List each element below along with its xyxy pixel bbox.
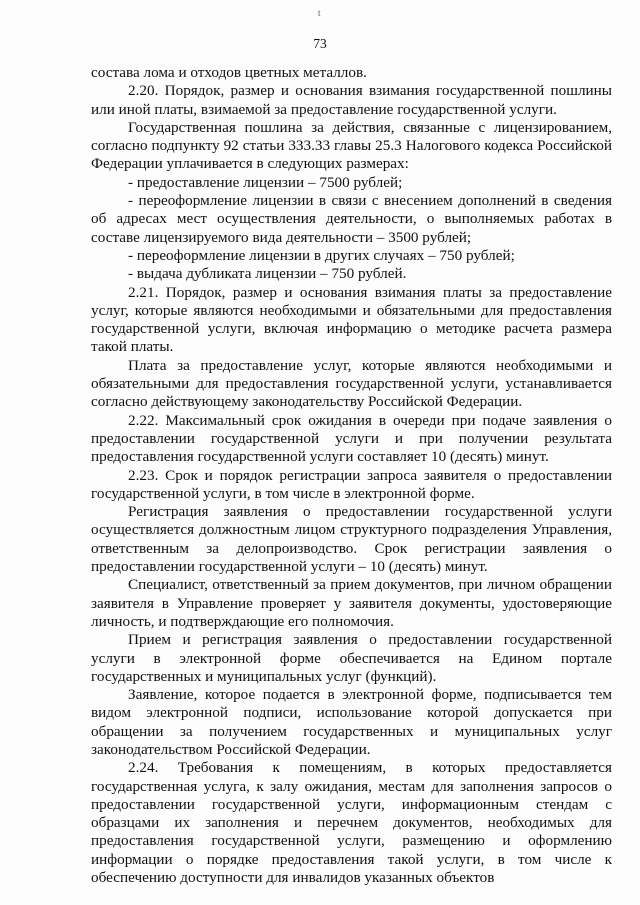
scan-mark: t [318, 8, 321, 18]
paragraph-electronic-signature: Заявление, которое подается в электронной форме, подписывается тем видом электронной подписи, использование которой допускается при обращении за получением государственных и муниципальных услуг законодательством Российской Федерации. [91, 686, 612, 758]
paragraph-2-22: 2.22. Максимальный срок ожидания в очереди при подаче заявления о предоставлении государственной услуги и при получении результата предоставления государственной услуги составляет 10 (десять) минут. [91, 411, 612, 466]
list-item-license-reissue-additions: - переоформление лицензии в связи с внесением дополнений в сведения об адресах мест осуществления деятельности, о выполняемых работах в составе лицензируемого вида деятельности – 3500 рублей; [91, 192, 612, 246]
paragraph-registration: Регистрация заявления о предоставлении государственной услуги осуществляется должностным лицом структурного подразделения Управления, ответственным за делопроизводство. Срок регистрации заявления о предоставлении государственной услуги – 10 (десять) минут. [91, 503, 612, 576]
paragraph-2-21: 2.21. Порядок, размер и основания взимания платы за предоставление услуг, которые являются необходимыми и обязательными для предоставления государственной услуги, включая информацию о методике расчета размера такой платы. [91, 283, 612, 356]
list-item-license-duplicate: - выдача дубликата лицензии – 750 рублей. [128, 265, 407, 283]
paragraph-electronic-reception: Прием и регистрация заявления о предоставлении государственной услуги в электронной форме обеспечивается на Едином портале государственных и муниципальных услуг (функций). [91, 631, 612, 685]
paragraph-fee: Плата за предоставление услуг, которые являются необходимыми и обязательными для предоставления государственной услуги, устанавливается согласно действующему законодательству Российской Федерации. [91, 356, 612, 411]
paragraph-2-24: 2.24. Требования к помещениям, в которых предоставляется государственная услуга, к залу ожидания, местам для заполнения запросов о предоставлении государственной услуги, информационным стендам с образцами их заполнения и перечнем документов, необходимых для предоставления государственной услуги, размещению и оформлению информации о порядке предоставления такой услуги, в том числе к обеспечению доступности для инвалидов указанных объектов [91, 759, 612, 887]
page-number: 73 [313, 36, 327, 51]
list-item-license-reissue-other: - переоформление лицензии в других случаях – 750 рублей; [128, 246, 515, 264]
paragraph-2-23: 2.23. Срок и порядок регистрации запроса заявителя о предоставлении государственной услуги, в том числе в электронной форме. [91, 466, 612, 502]
document-body [91, 64, 612, 887]
paragraph-2-20: 2.20. Порядок, размер и основания взимания государственной пошлины или иной платы, взимаемой за предоставление государственной услуги. [91, 82, 612, 118]
list-item-license-issue: - предоставление лицензии – 7500 рублей; [128, 173, 403, 191]
paragraph-specialist: Специалист, ответственный за прием документов, при личном обращении заявителя в Управление проверяет у заявителя документы, удостоверяющие личность, и подтверждающие его полномочия. [91, 576, 612, 630]
paragraph-continuation: состава лома и отходов цветных металлов. [91, 64, 367, 81]
paragraph-state-duty: Государственная пошлина за действия, связанные с лицензированием, согласно подпункту 92 статьи 333.33 главы 25.3 Налогового кодекса Российской Федерации уплачивается в следующих размерах: [91, 118, 612, 173]
